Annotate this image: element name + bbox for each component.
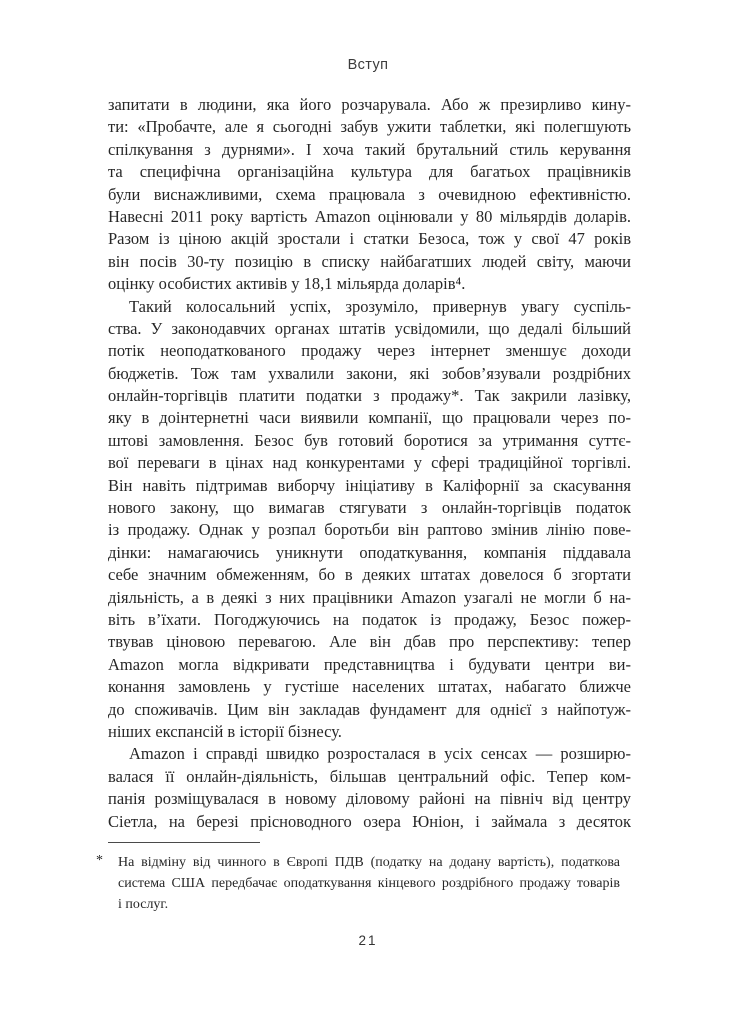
text-line: конання замовлень у густіше населених штатах, набагато ближче xyxy=(108,677,631,697)
text-line: віть в’їхати. Погоджуючись на податок із продажу, Безос пожер- xyxy=(108,609,631,629)
text-line: твував ціновою перевагою. Але він дбав про перспективу: тепер xyxy=(108,632,631,652)
text-line: онлайн-торгівців платити податки з продажу*. Так закрили лазівку, xyxy=(108,386,631,406)
footnote-divider xyxy=(108,842,260,843)
text-line: спілкування з дурнями». І хоча такий брутальний стиль керування xyxy=(108,139,631,159)
text-line: до споживачів. Цим він закладав фундамент для однієї з найпотуж- xyxy=(108,699,631,719)
page-number: 21 xyxy=(358,933,378,948)
text-line: яку в доінтернетні часи виявили компанії, що працювали через по- xyxy=(108,408,631,428)
footnote-marker: * xyxy=(96,853,103,868)
text-line: ти: «Пробачте, але я сьогодні забув ужити таблетки, які полегшують xyxy=(108,117,631,137)
text-line: із продажу. Однак у розпал боротьби він раптово змінив лінію пове- xyxy=(108,520,631,540)
text-line: система США передбачає оподаткування кінцевого роздрібного продажу товарів xyxy=(118,876,620,891)
text-line: Він навіть підтримав виборчу ініціативу в Каліфорнії за скасування xyxy=(108,475,631,495)
text-line: штові замовлення. Безос був готовий боротися за утримання суттє- xyxy=(108,430,631,450)
text-line: оцінку особистих активів у 18,1 мільярда доларів⁴. xyxy=(108,274,466,294)
text-line: потік неоподаткованого продажу через інтернет зменшує доходи xyxy=(108,341,631,361)
text-line: вої переваги в цінах над конкурентами у сфері традиційної торгівлі. xyxy=(108,453,631,473)
text-line: Сіетла, на березі прісноводного озера Юніон, і займала з десяток xyxy=(108,811,631,831)
text-line: дінки: намагаючись уникнути оподаткування, компанія піддавала xyxy=(108,542,631,562)
text-line: ства. У законодавчих органах штатів усвідомили, що дедалі більший xyxy=(108,318,631,338)
text-line: були виснажливими, схема працювала з очевидною ефективністю. xyxy=(108,184,631,204)
text-line: Разом із ціною акцій зростали і статки Безоса, тож у свої 47 років xyxy=(108,229,631,249)
text-line: панія розміщувалася в новому діловому районі на північ від центру xyxy=(108,789,631,809)
running-header: Вступ xyxy=(347,57,389,73)
text-line: і послуг. xyxy=(118,897,169,912)
text-line: нового закону, що вимагав стягувати з онлайн-торгівців податок xyxy=(108,498,631,518)
text-line: Навесні 2011 року вартість Amazon оцінювали у 80 мільярдів доларів. xyxy=(108,206,631,226)
text-line: Amazon і справді швидко розросталася в усіх сенсах — розширю- xyxy=(129,744,631,764)
body-text xyxy=(108,94,631,833)
text-line: валася її онлайн-діяльність, більшав центральний офіс. Тепер ком- xyxy=(108,766,631,786)
text-line: та специфічна організаційна культура для багатьох працівників xyxy=(108,162,631,182)
text-line: бюджетів. Тож там ухвалили закони, які зобов’язували роздрібних xyxy=(108,363,631,383)
text-line: діяльність, а в деякі з них працівники Amazon узагалі не могли б на- xyxy=(108,587,631,607)
text-line: На відміну від чинного в Європі ПДВ (податку на додану вартість), податкова xyxy=(118,855,620,870)
text-line: він посів 30-ту позицію в списку найбагатших людей світу, маючи xyxy=(108,251,631,271)
text-line: Такий колосальний успіх, зрозуміло, привернув увагу суспіль- xyxy=(129,296,631,316)
text-line: запитати в людини, яка його розчарувала. Або ж презирливо кину- xyxy=(108,95,631,114)
text-line: ніших експансій в історії бізнесу. xyxy=(108,721,342,741)
footnote-text xyxy=(118,852,620,915)
text-line: Amazon могла відкривати представництва і будувати центри ви- xyxy=(108,654,631,674)
text-line: себе значним обмеженням, бо в деяких штатах довелося б згортати xyxy=(108,565,631,585)
